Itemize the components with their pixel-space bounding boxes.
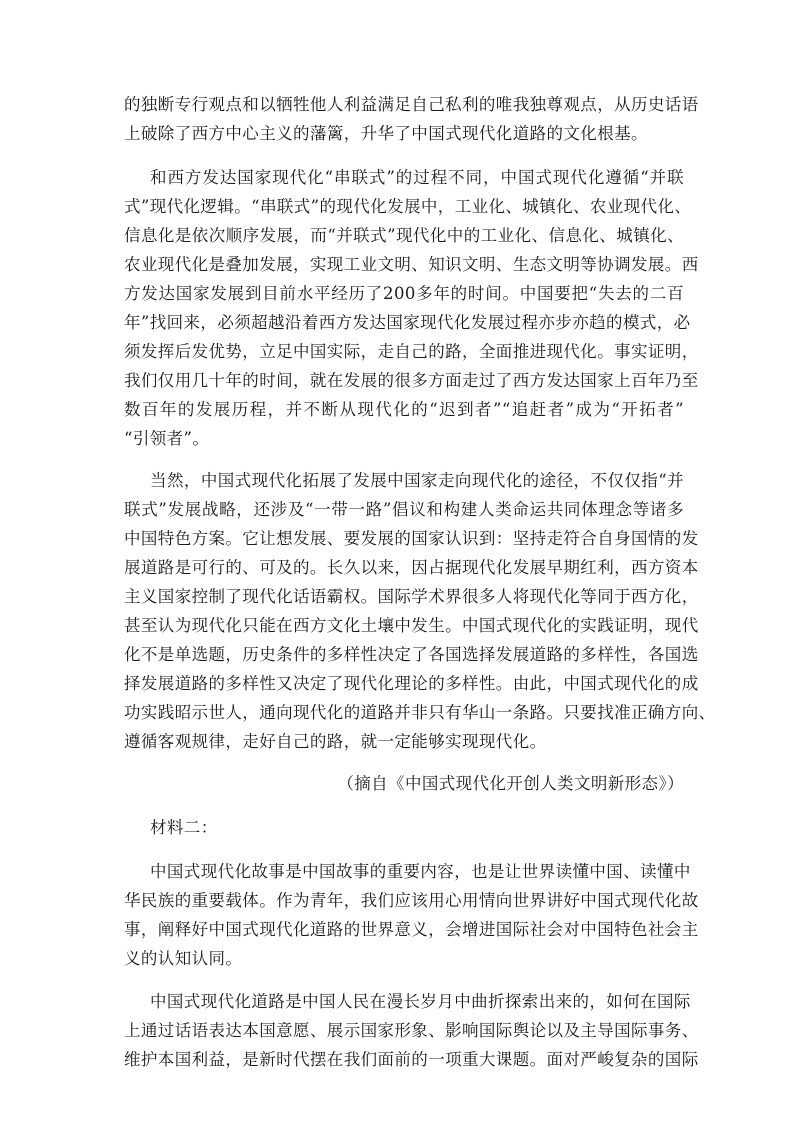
paragraph-3-line-5: 主义国家控制了现代化话语霸权。国际学术界很多人将现代化等同于西方化，: [124, 587, 699, 606]
paragraph-2-line-3: 信息化是依次顺序发展，而“并联式”现代化中的工业化、信息化、城镇化、: [124, 226, 684, 245]
paragraph-2-line-5: 方发达国家发展到目前水平经历了200多年的时间。中国要把“失去的二百: [124, 284, 684, 303]
paragraph-3-line-7: 化不是单选题，历史条件的多样性决定了各国选择发展道路的多样性，各国选: [124, 645, 699, 664]
paragraph-2-line-10: “引领者”。: [124, 429, 210, 448]
paragraph-1-line-2: 上破除了西方中心主义的藩篱，升华了中国式现代化道路的文化根基。: [124, 124, 648, 143]
paragraph-3-line-10: 遵循客观规律，走好自己的路，就一定能够实现现代化。: [124, 732, 547, 751]
paragraph-3-line-8: 择发展道路的多样性又决定了现代化理论的多样性。由此，中国式现代化的成: [124, 674, 699, 693]
paragraph-2-line-9: 数百年的发展历程，并不断从现代化的“迟到者”“追赶者”成为“开拓者”: [124, 400, 684, 419]
material-two-paragraph-1-line-2: 华民族的重要载体。作为青年，我们应该用心用情向世界讲好中国式现代化故: [124, 891, 699, 910]
paragraph-3-line-6: 甚至认为现代化只能在西方文化土壤中发生。中国式现代化的实践证明，现代: [124, 616, 699, 635]
paragraph-3-line-3: 中国特色方案。它让想发展、要发展的国家认识到：坚持走符合自身国情的发: [124, 529, 699, 548]
paragraph-2-line-7: 须发挥后发优势，立足中国实际，走自己的路，全面推进现代化。事实证明，: [124, 342, 699, 361]
paragraph-2-line-8: 我们仅用几十年的时间，就在发展的很多方面走过了西方发达国家上百年乃至: [124, 371, 699, 390]
material-two-paragraph-1-line-4: 义的认知认同。: [124, 949, 243, 968]
material-two-label: 材料二：: [150, 818, 218, 837]
paragraph-3-line-9: 功实践昭示世人，通向现代化的道路并非只有华山一条路。只要找准正确方向、: [124, 703, 716, 722]
paragraph-3-line-1: 当然，中国式现代化拓展了发展中国家走向现代化的途径，不仅仅指“并: [150, 471, 684, 490]
material-two-paragraph-1-line-1: 中国式现代化故事是中国故事的重要内容，也是让世界读懂中国、读懂中: [150, 862, 691, 881]
paragraph-2-line-2: 式”现代化逻辑。“串联式”的现代化发展中，工业化、城镇化、农业现代化、: [124, 197, 692, 216]
material-two-paragraph-2-line-2: 上通过话语表达本国意愿、展示国家形象、影响国际舆论以及主导国际事务、: [124, 1021, 699, 1040]
material-two-paragraph-1-line-3: 事，阐释好中国式现代化道路的世界意义，会增进国际社会对中国特色社会主: [124, 920, 699, 939]
paragraph-2-line-6: 年”找回来，必须超越沿着西方发达国家现代化发展过程亦步亦趋的模式，必: [124, 313, 691, 332]
paragraph-3-line-2: 联式”发展战略，还涉及“一带一路”倡议和构建人类命运共同体理念等诸多: [124, 500, 684, 519]
paragraph-2-line-1: 和西方发达国家现代化“串联式”的过程不同，中国式现代化遵循“并联: [150, 168, 684, 187]
paragraph-1-line-1: 的独断专行观点和以牺牲他人利益满足自己私利的唯我独尊观点，从历史话语: [124, 95, 699, 114]
material-two-paragraph-2-line-1: 中国式现代化道路是中国人民在漫长岁月中曲折探索出来的，如何在国际: [150, 992, 691, 1011]
material-two-paragraph-2-line-3: 维护本国利益，是新时代摆在我们面前的一项重大课题。面对严峻复杂的国际: [124, 1050, 699, 1069]
paragraph-3-line-4: 展道路是可行的、可及的。长久以来，因占据现代化发展早期红利，西方资本: [124, 558, 699, 577]
paragraph-2-line-4: 农业现代化是叠加发展，实现工业文明、知识文明、生态文明等协调发展。西: [124, 255, 699, 274]
source-citation: （摘自《中国式现代化开创人类文明新形态》）: [337, 774, 684, 793]
